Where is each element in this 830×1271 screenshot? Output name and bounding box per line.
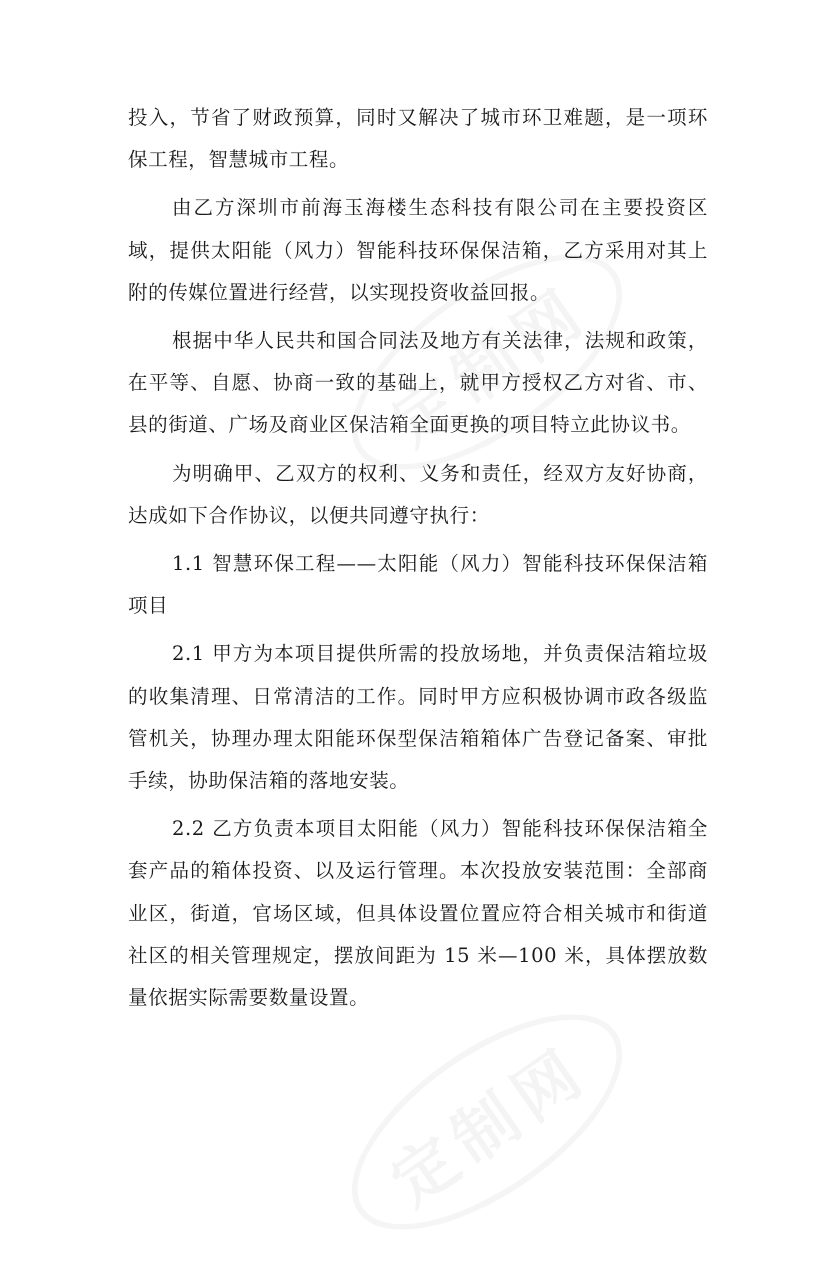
clause-1-1: 1.1 智慧环保工程——太阳能（风力）智能科技环保保洁箱项目: [128, 552, 708, 618]
clause-2-2: 2.2 乙方负责本项目太阳能（风力）智能科技环保保洁箱全套产品的箱体投资、以及运行管理。本次投放安装范围：全部商业区，街道，官场区域，但具体设置位置应符合相关城市和街道社区的相关管理规定，摆放间距为 15 米—100 米，具体摆放数量依据实际需要数量设置。: [128, 817, 708, 1010]
clause-2-1: 2.1 甲方为本项目提供所需的投放场地，并负责保洁箱垃圾的收集清理、日常清洁的工作。同时甲方应积极协调市政各级监管机关，协理办理太阳能环保型保洁箱箱体广告登记备案、审批手续，协助保洁箱的落地安装。: [128, 642, 708, 793]
paragraph-parties-intro: 由乙方深圳市前海玉海楼生态科技有限公司在主要投资区域，提供太阳能（风力）智能科技环保保洁箱，乙方采用对其上附的传媒位置进行经营，以实现投资收益回报。: [128, 196, 708, 304]
document-body: [128, 97, 708, 1019]
paragraph-purpose: 为明确甲、乙双方的权利、义务和责任，经双方友好协商，达成如下合作协议，以便共同遵守执行：: [128, 461, 708, 527]
paragraph-continuation: 投入，节省了财政预算，同时又解决了城市环卫难题，是一项环保工程，智慧城市工程。: [128, 106, 708, 172]
paragraph-legal-basis: 根据中华人民共和国合同法及地方有关法律，法规和政策，在平等、自愿、协商一致的基础上，就甲方授权乙方对省、市、县的街道、广场及商业区保洁箱全面更换的项目特立此协议书。: [128, 329, 708, 437]
